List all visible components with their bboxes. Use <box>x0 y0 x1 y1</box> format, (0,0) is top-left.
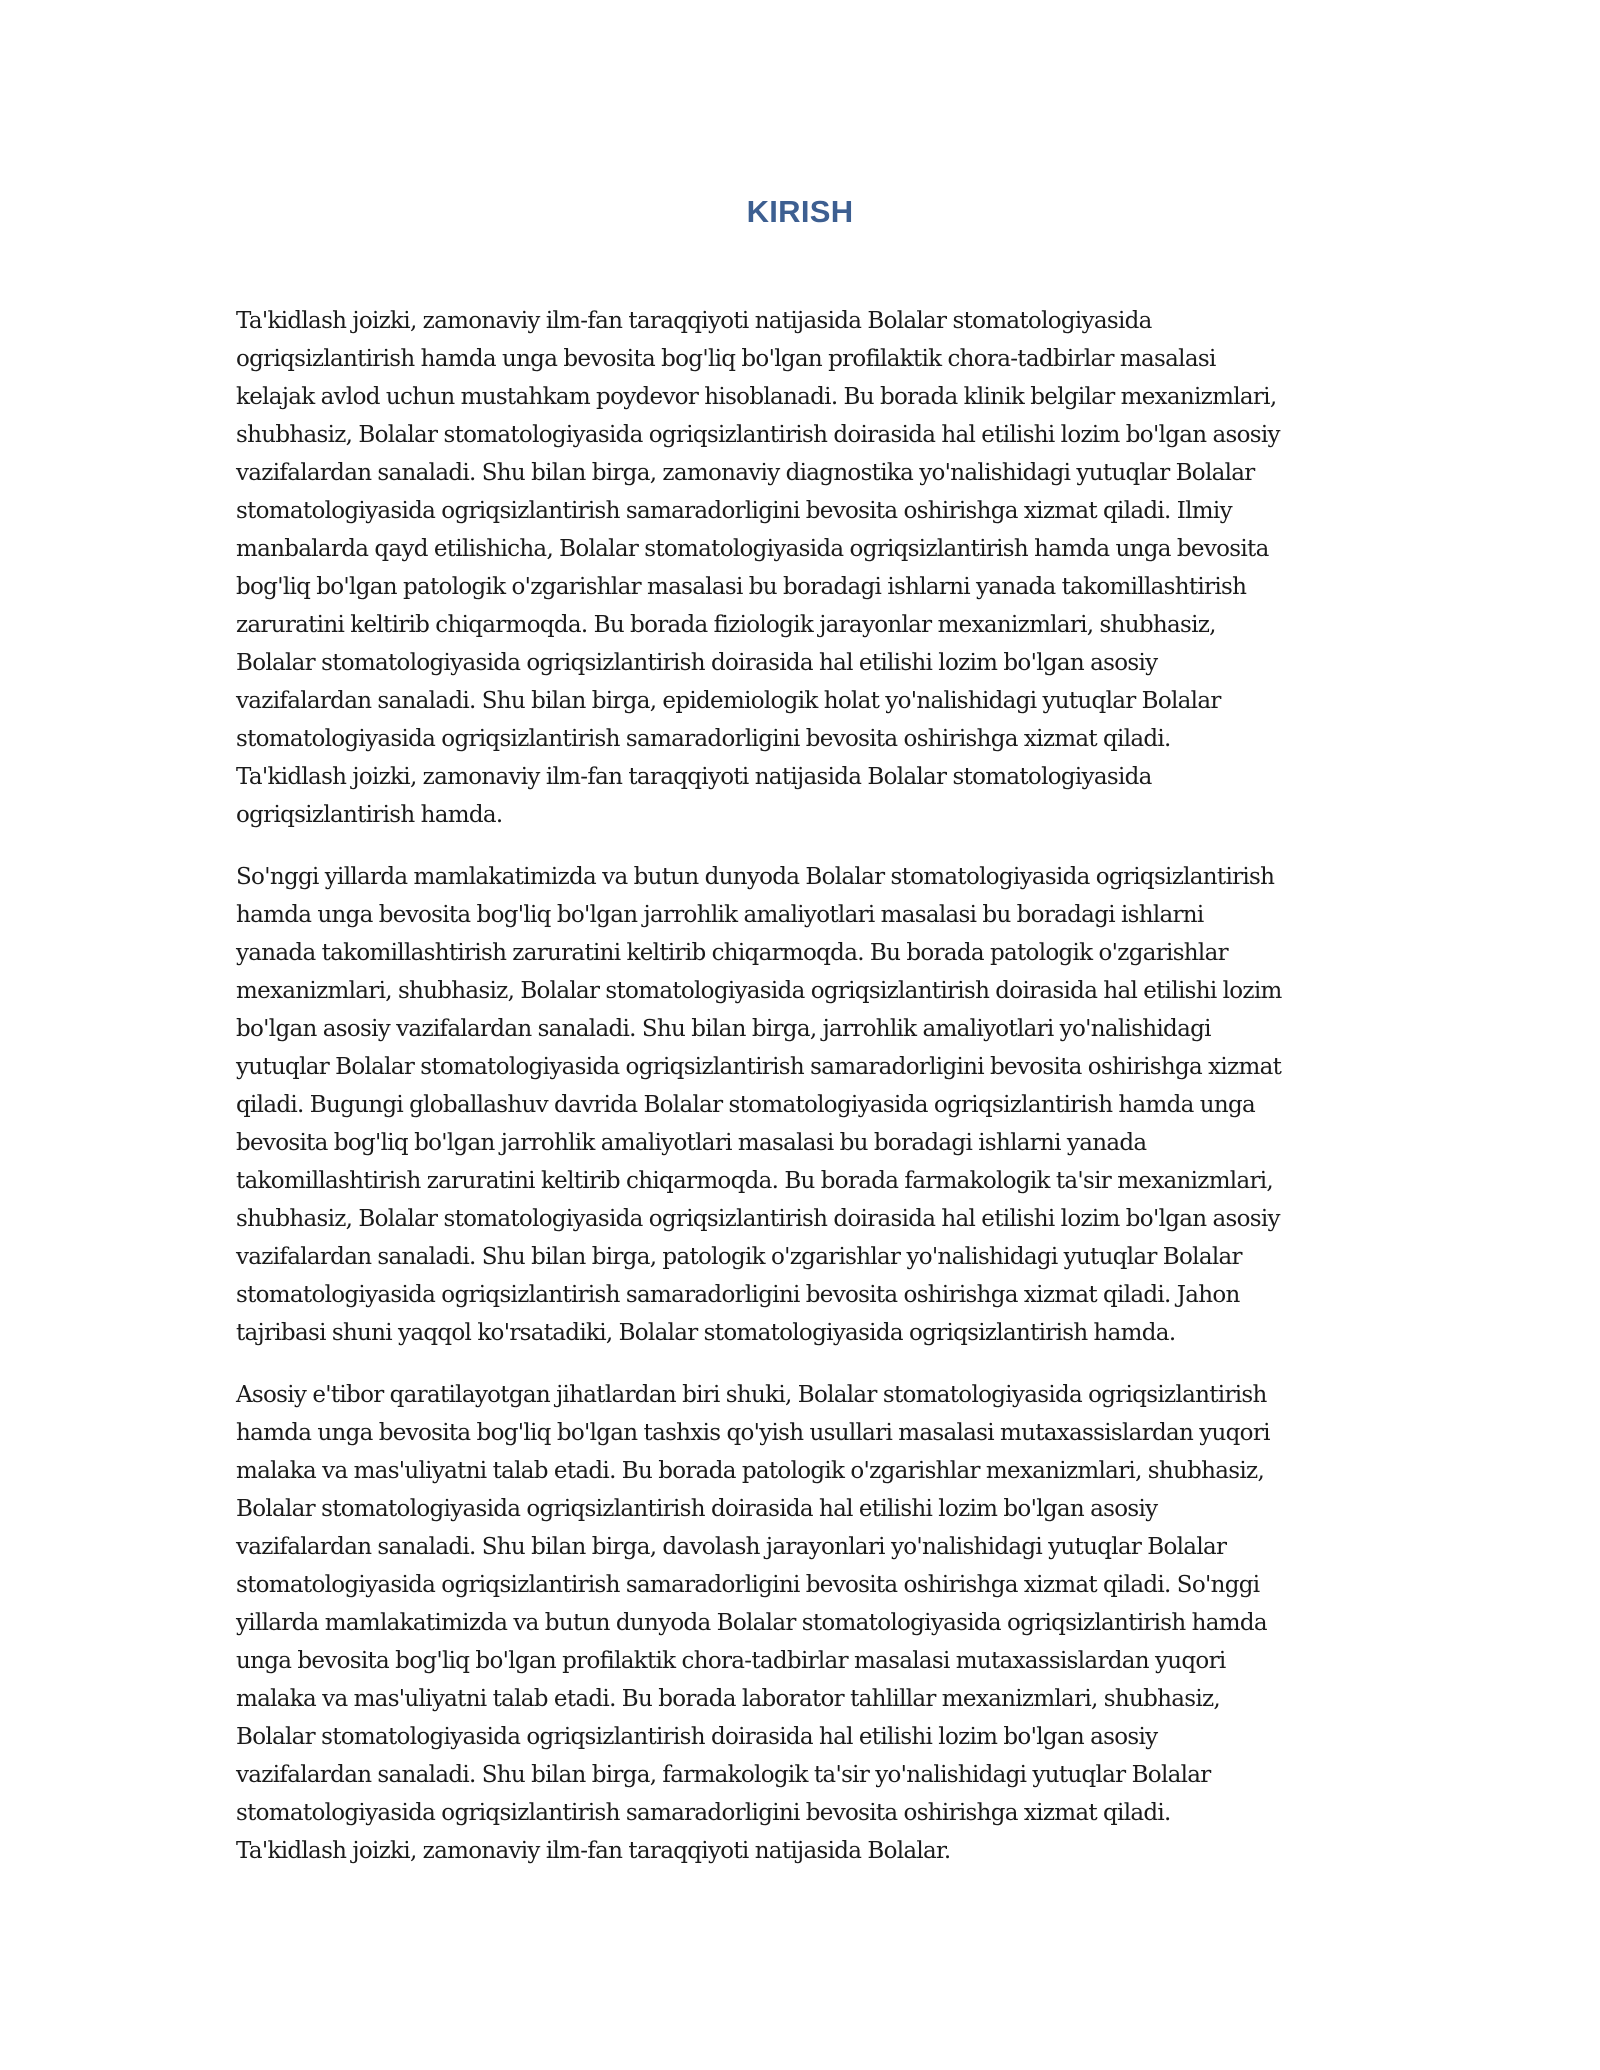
paragraph-1: Ta'kidlash joizki, zamonaviy ilm-fan taraqqiyoti natijasida Bolalar stomatologiyasida ogriqsizlantirish hamda unga bevosita bog'liq bo'lgan profilaktik chora-tadbirlar masalasi kelajak avlod uchun mustahkam poydevor hisoblanadi. Bu borada klinik belgilar mexanizmlari, shubhasiz, Bolalar stomatologiyasida ogriqsizlantirish doirasida hal etilishi lozim bo'lgan asosiy vazifalardan sanaladi. Shu bilan birga, zamonaviy diagnostika yo'nalishidagi yutuqlar Bolalar stomatologiyasida ogriqsizlantirish samaradorligini bevosita oshirishga xizmat qiladi. Ilmiy manbalarda qayd etilishicha, Bolalar stomatologiyasida ogriqsizlantirish hamda unga bevosita bog'liq bo'lgan patologik o'zgarishlar masalasi bu boradagi ishlarni yanada takomillashtirish zaruratini keltirib chiqarmoqda. Bu borada fiziologik jarayonlar mexanizmlari, shubhasiz, Bolalar stomatologiyasida ogriqsizlantirish doirasida hal etilishi lozim bo'lgan asosiy vazifalardan sanaladi. Shu bilan birga, epidemiologik holat yo'nalishidagi yutuqlar Bolalar stomatologiyasida ogriqsizlantirish samaradorligini bevosita oshirishga xizmat qiladi. Ta'kidlash joizki, zamonaviy ilm-fan taraqqiyoti natijasida Bolalar stomatologiyasida ogriqsizlantirish hamda. <box>236 308 1280 828</box>
document-body <box>236 302 1368 1894</box>
paragraph-3: Asosiy e'tibor qaratilayotgan jihatlardan biri shuki, Bolalar stomatologiyasida ogriqsizlantirish hamda unga bevosita bog'liq bo'lgan tashxis qo'yish usullari masalasi mutaxassislardan yuqori malaka va mas'uliyatni talab etadi. Bu borada patologik o'zgarishlar mexanizmlari, shubhasiz, Bolalar stomatologiyasida ogriqsizlantirish doirasida hal etilishi lozim bo'lgan asosiy vazifalardan sanaladi. Shu bilan birga, davolash jarayonlari yo'nalishidagi yutuqlar Bolalar stomatologiyasida ogriqsizlantirish samaradorligini bevosita oshirishga xizmat qiladi. So'nggi yillarda mamlakatimizda va butun dunyoda Bolalar stomatologiyasida ogriqsizlantirish hamda unga bevosita bog'liq bo'lgan profilaktik chora-tadbirlar masalasi mutaxassislardan yuqori malaka va mas'uliyatni talab etadi. Bu borada laborator tahlillar mexanizmlari, shubhasiz, Bolalar stomatologiyasida ogriqsizlantirish doirasida hal etilishi lozim bo'lgan asosiy vazifalardan sanaladi. Shu bilan birga, farmakologik ta'sir yo'nalishidagi yutuqlar Bolalar stomatologiyasida ogriqsizlantirish samaradorligini bevosita oshirishga xizmat qiladi. Ta'kidlash joizki, zamonaviy ilm-fan taraqqiyoti natijasida Bolalar. <box>236 1382 1270 1864</box>
page-title: KIRISH <box>746 194 854 229</box>
paragraph-2: So'nggi yillarda mamlakatimizda va butun dunyoda Bolalar stomatologiyasida ogriqsizlantirish hamda unga bevosita bog'liq bo'lgan jarrohlik amaliyotlari masalasi bu boradagi ishlarni yanada takomillashtirish zaruratini keltirib chiqarmoqda. Bu borada patologik o'zgarishlar mexanizmlari, shubhasiz, Bolalar stomatologiyasida ogriqsizlantirish doirasida hal etilishi lozim bo'lgan asosiy vazifalardan sanaladi. Shu bilan birga, jarrohlik amaliyotlari yo'nalishidagi yutuqlar Bolalar stomatologiyasida ogriqsizlantirish samaradorligini bevosita oshirishga xizmat qiladi. Bugungi globallashuv davrida Bolalar stomatologiyasida ogriqsizlantirish hamda unga bevosita bog'liq bo'lgan jarrohlik amaliyotlari masalasi bu boradagi ishlarni yanada takomillashtirish zaruratini keltirib chiqarmoqda. Bu borada farmakologik ta'sir mexanizmlari, shubhasiz, Bolalar stomatologiyasida ogriqsizlantirish doirasida hal etilishi lozim bo'lgan asosiy vazifalardan sanaladi. Shu bilan birga, patologik o'zgarishlar yo'nalishidagi yutuqlar Bolalar stomatologiyasida ogriqsizlantirish samaradorligini bevosita oshirishga xizmat qiladi. Jahon tajribasi shuni yaqqol ko'rsatadiki, Bolalar stomatologiyasida ogriqsizlantirish hamda. <box>236 864 1282 1346</box>
